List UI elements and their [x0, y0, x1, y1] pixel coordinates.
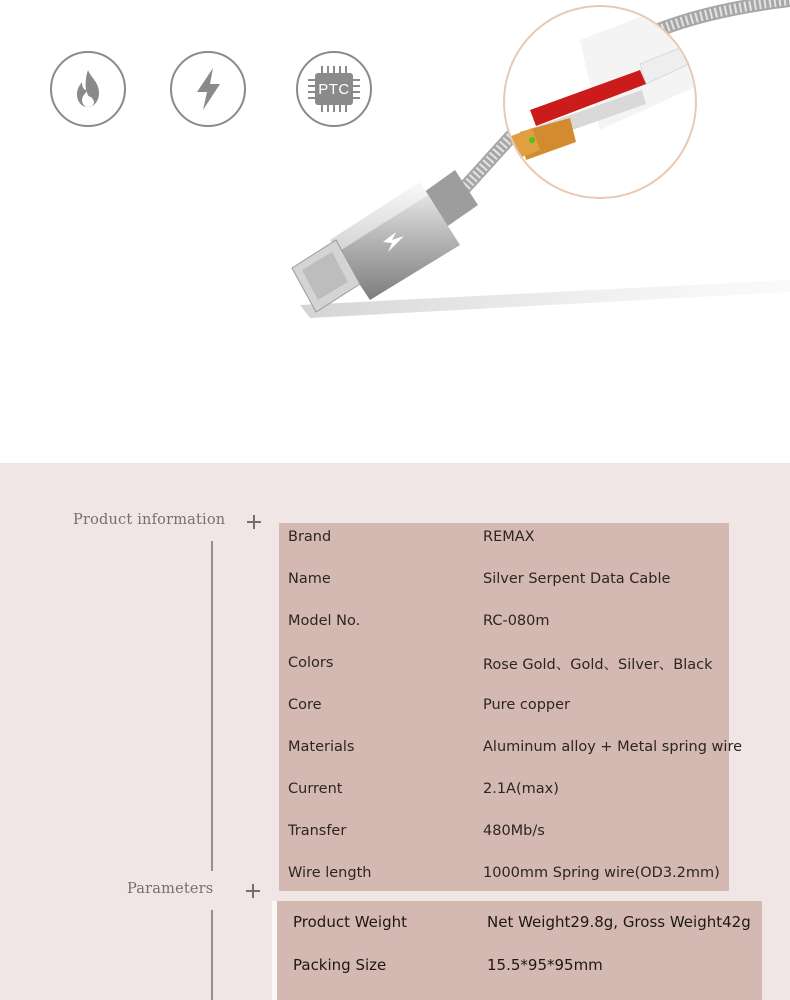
spec-key: Product Weight	[293, 913, 407, 931]
table-row	[279, 768, 729, 810]
spec-value: Silver Serpent Data Cable	[483, 571, 671, 587]
table-row	[277, 901, 762, 943]
spec-key: Core	[288, 697, 322, 713]
table-row	[279, 558, 729, 600]
table-row	[279, 684, 729, 726]
spec-value: Aluminum alloy + Metal spring wire	[483, 739, 743, 755]
product-information-heading: Product information	[73, 512, 226, 528]
spec-key: Colors	[288, 655, 334, 671]
cable-image	[270, 0, 790, 330]
plus-icon	[246, 884, 260, 898]
table-row	[279, 810, 729, 852]
parameters-table	[277, 901, 762, 1000]
spec-key: Wire length	[288, 865, 372, 881]
table-row	[279, 600, 729, 642]
product-info-table	[279, 523, 743, 891]
spec-value: 15.5*95*95mm	[487, 956, 603, 974]
spec-value: Pure copper	[483, 697, 570, 713]
parameters-heading: Parameters	[127, 881, 214, 897]
specifications-section	[0, 463, 790, 1000]
spec-value: Net Weight29.8g, Gross Weight42g	[487, 913, 751, 931]
table-row	[279, 852, 729, 894]
lightning-icon	[170, 51, 246, 127]
spec-value: REMAX	[483, 529, 535, 545]
spec-value: 2.1A(max)	[483, 781, 559, 797]
spec-key: Name	[288, 571, 331, 587]
spec-key: Current	[288, 781, 343, 797]
spec-value: 1000mm Spring wire(OD3.2mm)	[483, 865, 720, 881]
spec-key: Model No.	[288, 613, 361, 629]
spec-key: Brand	[288, 529, 332, 545]
spec-key: Transfer	[288, 823, 347, 839]
table-row	[279, 642, 729, 684]
table-row	[279, 516, 729, 558]
table-row	[277, 944, 762, 986]
divider-line	[211, 541, 213, 871]
divider-line	[211, 910, 213, 1000]
spec-value: RC-080m	[483, 613, 550, 629]
spec-key: Packing Size	[293, 956, 387, 974]
product-hero	[0, 0, 790, 463]
spec-value: 480Mb/s	[483, 823, 545, 839]
plus-icon	[247, 515, 261, 529]
table-row	[279, 726, 743, 768]
ptc-label: PTC	[318, 80, 350, 98]
spec-key: Materials	[288, 739, 355, 755]
flame-icon	[50, 51, 126, 127]
spec-value: Rose Gold、Gold、Silver、Black	[483, 656, 713, 673]
